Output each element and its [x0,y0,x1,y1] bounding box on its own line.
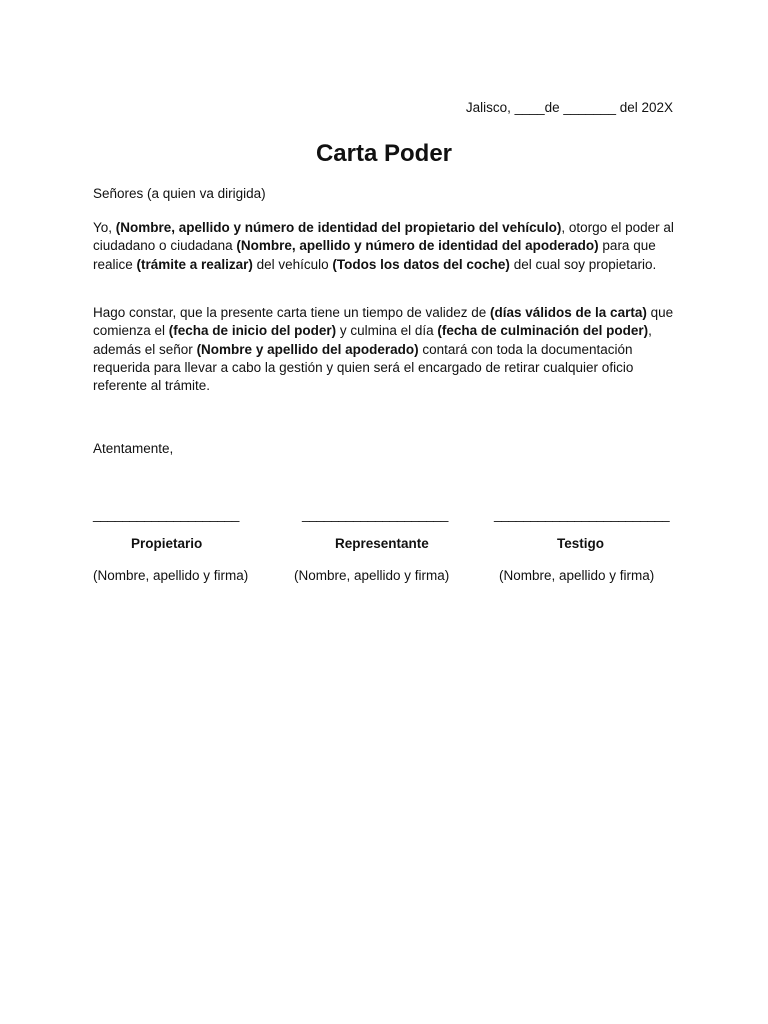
paragraph-text: del cual soy propietario. [509,256,657,272]
placeholder-attorney: (Nombre, apellido y número de identidad del apoderado) [236,238,599,254]
signature-desc-representative: (Nombre, apellido y firma) [294,568,450,583]
placeholder-valid-days: (días válidos de la carta) [490,305,647,320]
paragraph-text: contará con toda la documentación requerida para llevar a cabo la gestión y quien será el encargado de retirar cualquier oficio referente al trámite. [93,341,634,394]
paragraph-owner-grant [93,219,678,274]
paragraph-text: y culmina el día [336,323,438,339]
placeholder-start-date: (fecha de inicio del poder) [168,323,337,339]
placeholder-end-date: (fecha de culminación del poder) [437,323,649,339]
paragraph-validity [93,304,678,395]
signature-role-representative: Representante [335,536,429,551]
paragraph-text: Hago constar, que la presente carta tiene un tiempo de validez de [93,305,491,320]
signature-role-witness: Testigo [557,536,604,551]
document-title: Carta Poder [315,140,453,167]
paragraph-text: que comienza el [93,305,674,339]
signature-role-owner: Propietario [131,536,203,551]
closing: Atentamente, [93,441,174,456]
greeting: Señores (a quien va dirigida) [93,186,266,201]
signature-desc-witness: (Nombre, apellido y firma) [499,568,655,583]
placeholder-attorney-name: (Nombre y apellido del apoderado) [196,341,419,357]
placeholder-vehicle-data: (Todos los datos del coche) [332,256,510,272]
paragraph-text: para que realice [93,238,656,272]
signature-line-representative: ____________________ [302,507,449,522]
placeholder-owner: (Nombre, apellido y número de identidad del propietario del vehículo) [115,220,562,235]
paragraph-text: , además el señor [93,323,652,357]
signature-line-witness: ________________________ [494,507,670,522]
signature-desc-owner: (Nombre, apellido y firma) [93,568,249,583]
paragraph-text: , otorgo el poder al ciudadano o ciudadana [93,220,674,254]
paragraph-text: Yo, [93,220,116,235]
signature-line-owner: ____________________ [93,507,240,522]
placeholder-procedure: (trámite a realizar) [136,256,253,272]
paragraph-text: del vehículo [252,256,333,272]
date-line: Jalisco, ____de _______ del 202X [465,100,673,115]
